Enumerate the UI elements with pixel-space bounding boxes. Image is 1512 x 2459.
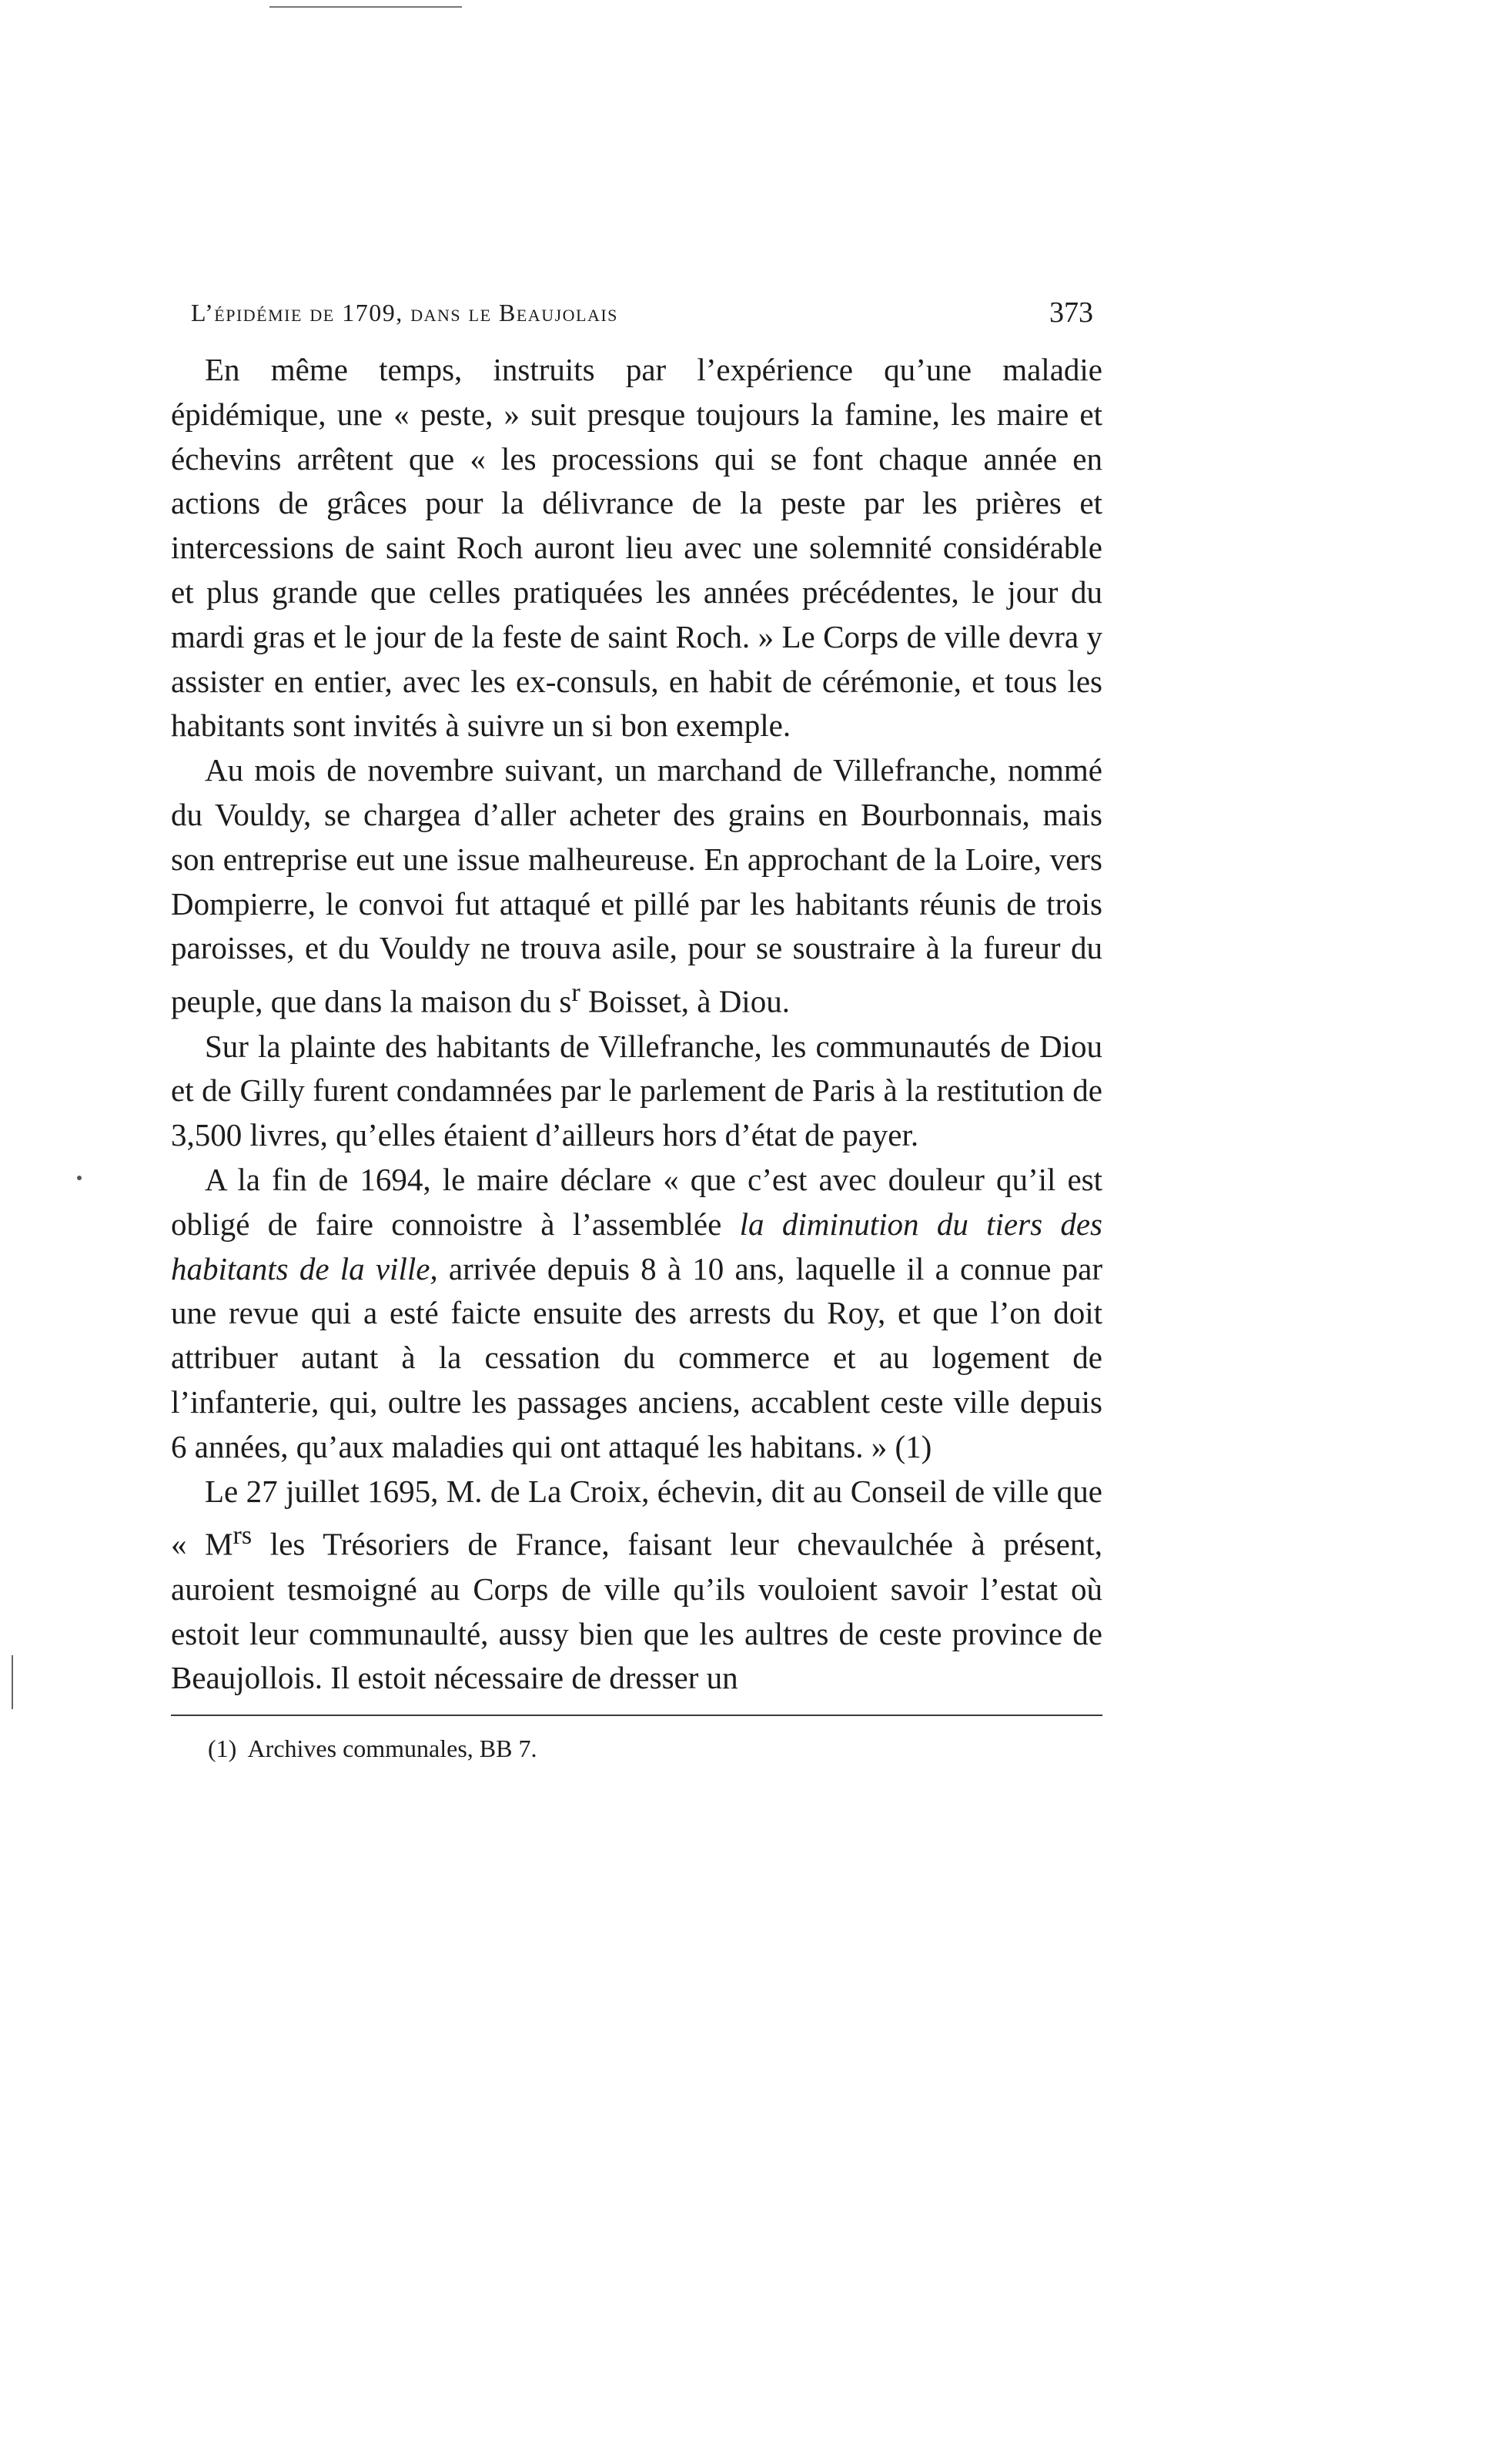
paragraph-5 bbox=[171, 1470, 1102, 1701]
paragraph-4-end: arrivée depuis 8 à 10 ans, laquelle il a connue par une revue qui a esté faicte ensuite des arrests du Roy, et que l’on doit attribuer autant à la cessation du commerce et au logement de l’infanterie, qui, oultre les passages anciens, accablent ceste ville depuis 6 années, qu’aux maladies qui ont attaqué les habitans. » (1) bbox=[171, 1250, 1102, 1464]
scan-edge-mark bbox=[12, 1655, 13, 1709]
page-text-column bbox=[171, 291, 1102, 1764]
page-number: 373 bbox=[1049, 296, 1093, 329]
paragraph-2 bbox=[171, 748, 1102, 1024]
title-abbreviation-superscript: r bbox=[571, 979, 580, 1008]
scan-top-rule bbox=[269, 6, 462, 8]
paragraph-3: Sur la plainte des habitants de Villefranche, les communautés de Diou et de Gilly furent condamnées par le parlement de Paris à la restitution de 3,500 livres, qu’elles étaient d’ailleurs hors d’état de payer. bbox=[171, 1028, 1102, 1153]
paragraph-4 bbox=[171, 1158, 1102, 1470]
body-text bbox=[171, 348, 1102, 1701]
footnote-text: Archives communales, BB 7. bbox=[247, 1735, 537, 1763]
title-abbreviation: s bbox=[559, 983, 572, 1019]
footnote-marker: (1) bbox=[208, 1735, 237, 1763]
paragraph-4-start: A la fin de 1694, le maire déclare « que c’est avec douleur qu’il est obligé de faire connoistre à l’assemblée bbox=[171, 1162, 1102, 1242]
paragraph-1: En même temps, instruits par l’expérience qu’une maladie épidémique, une « peste, » suit presque toujours la famine, les maire et échevins arrêtent que « les processions qui se font chaque année en actions de grâces pour la délivrance de la peste par les prières et intercessions de saint Roch auront lieu avec une solemnité considérable et plus grande que celles pratiquées les années précédentes, le jour du mardi gras et le jour de la feste de saint Roch. » Le Corps de ville devra y assister en entier, avec les ex-consuls, en habit de cérémonie, et tous les habitants sont invités à suivre un si bon exemple. bbox=[171, 352, 1102, 744]
running-title: L’épidémie de 1709, dans le Beaujolais bbox=[191, 299, 618, 326]
footnote-rule bbox=[171, 1715, 1102, 1716]
paragraph-5-superscript: rs bbox=[232, 1521, 253, 1551]
paragraph-5-end: les Trésoriers de France, faisant leur chevaulchée à présent, auroient tesmoigné au Corps de ville qu’ils vouloient savoir l’estat où estoit leur communaulté, aussy bien que les aultres de ceste province de Beaujollois. Il estoit nécessaire de dresser un bbox=[171, 1527, 1102, 1696]
paragraph-2-end: Boisset, à Diou. bbox=[580, 983, 790, 1019]
running-head bbox=[171, 291, 1102, 337]
paragraph-4-italic: la diminution du tiers des habitants de la ville, bbox=[171, 1206, 1102, 1286]
scan-dot-mark bbox=[77, 1176, 82, 1180]
paragraph-5-start: Le 27 juillet 1695, M. de La Croix, échevin, dit au Conseil de ville que « M bbox=[171, 1473, 1102, 1563]
paragraph-2-text: Au mois de novembre suivant, un marchand de Villefranche, nommé du Vouldy, se chargea d’aller acheter des grains en Bourbonnais, mais son entreprise eut une issue malheureuse. En approchant de la Loire, vers Dompierre, le convoi fut attaqué et pillé par les habitants réunis de trois paroisses, et du Vouldy ne trouva asile, pour se soustraire à la fureur du peuple, que dans la maison du bbox=[171, 752, 1102, 1019]
footnote bbox=[171, 1733, 1102, 1764]
